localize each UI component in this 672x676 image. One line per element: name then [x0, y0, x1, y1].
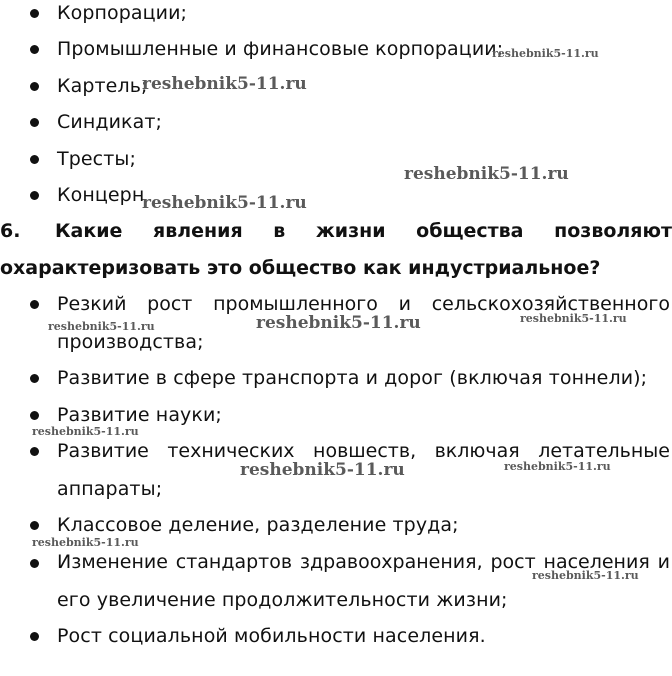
list-item: Корпорации;: [57, 2, 188, 24]
answer-5: Классовое деление, разделение труда;: [57, 514, 459, 536]
bullet: [30, 118, 39, 127]
watermark: reshebnik5-11.ru: [492, 47, 599, 60]
watermark: reshebnik5-11.ru: [504, 460, 611, 473]
answer-word: сельскохозяйственного: [431, 293, 670, 315]
question-word: в: [273, 220, 286, 242]
watermark: reshebnik5-11.ru: [532, 569, 639, 582]
bullet: [30, 45, 39, 54]
bullet: [30, 9, 39, 18]
watermark: reshebnik5-11.ru: [404, 164, 569, 184]
watermark: reshebnik5-11.ru: [32, 425, 139, 438]
bullet: [30, 447, 39, 456]
question-word: жизни: [315, 220, 386, 242]
bullet: [30, 374, 39, 383]
question-line-2: охарактеризовать это общество как индустриальное?: [0, 257, 601, 279]
answer-word: Резкий: [57, 293, 127, 315]
question-number: 6.: [0, 220, 21, 242]
list-item: Промышленные и финансовые корпорации;: [57, 38, 504, 60]
question-line-1: [55, 219, 672, 243]
answer-word: технических: [167, 440, 295, 462]
answer-word: новшеств,: [313, 440, 417, 462]
answer-3: Развитие науки;: [57, 404, 222, 426]
bullet: [30, 632, 39, 641]
answer-word: летательные: [538, 440, 670, 462]
watermark: reshebnik5-11.ru: [142, 193, 307, 213]
list-item: Концерн: [57, 184, 145, 206]
watermark: reshebnik5-11.ru: [256, 313, 421, 333]
answer-word: рост: [490, 551, 536, 573]
answer-6-line-2: его увеличение продолжительности жизни;: [57, 589, 508, 611]
answer-word: Развитие: [57, 440, 149, 462]
answer-word: стандартов: [175, 551, 293, 573]
bullet: [30, 191, 39, 200]
answer-1-line-2: производства;: [57, 331, 204, 353]
answer-word: включая: [434, 440, 520, 462]
question-word: позволяют: [554, 220, 672, 242]
list-item: Картель;: [57, 75, 148, 97]
bullet: [30, 521, 39, 530]
answer-word: и: [398, 293, 411, 315]
list-item: Синдикат;: [57, 111, 163, 133]
bullet: [30, 82, 39, 91]
watermark: reshebnik5-11.ru: [32, 536, 139, 549]
answer-word: и: [657, 551, 670, 573]
answer-word: рост: [147, 293, 193, 315]
answer-word: Изменение: [57, 551, 168, 573]
answer-word: промышленного: [213, 293, 378, 315]
bullet: [30, 155, 39, 164]
watermark: reshebnik5-11.ru: [142, 74, 307, 94]
bullet: [30, 411, 39, 420]
question-word: явления: [153, 220, 243, 242]
answer-word: населения: [543, 551, 650, 573]
watermark: reshebnik5-11.ru: [520, 312, 627, 325]
answer-word: здравоохранения,: [299, 551, 483, 573]
question-word: общества: [416, 220, 524, 242]
list-item: Тресты;: [57, 148, 136, 170]
answer-7: Рост социальной мобильности населения.: [57, 625, 486, 647]
bullet: [30, 559, 39, 568]
bullet: [30, 300, 39, 309]
watermark: reshebnik5-11.ru: [240, 460, 405, 480]
watermark: reshebnik5-11.ru: [48, 320, 155, 333]
question-word: Какие: [55, 220, 123, 242]
answer-4-line-2: аппараты;: [57, 478, 163, 500]
answer-2: Развитие в сфере транспорта и дорог (включая тоннели);: [57, 367, 648, 389]
